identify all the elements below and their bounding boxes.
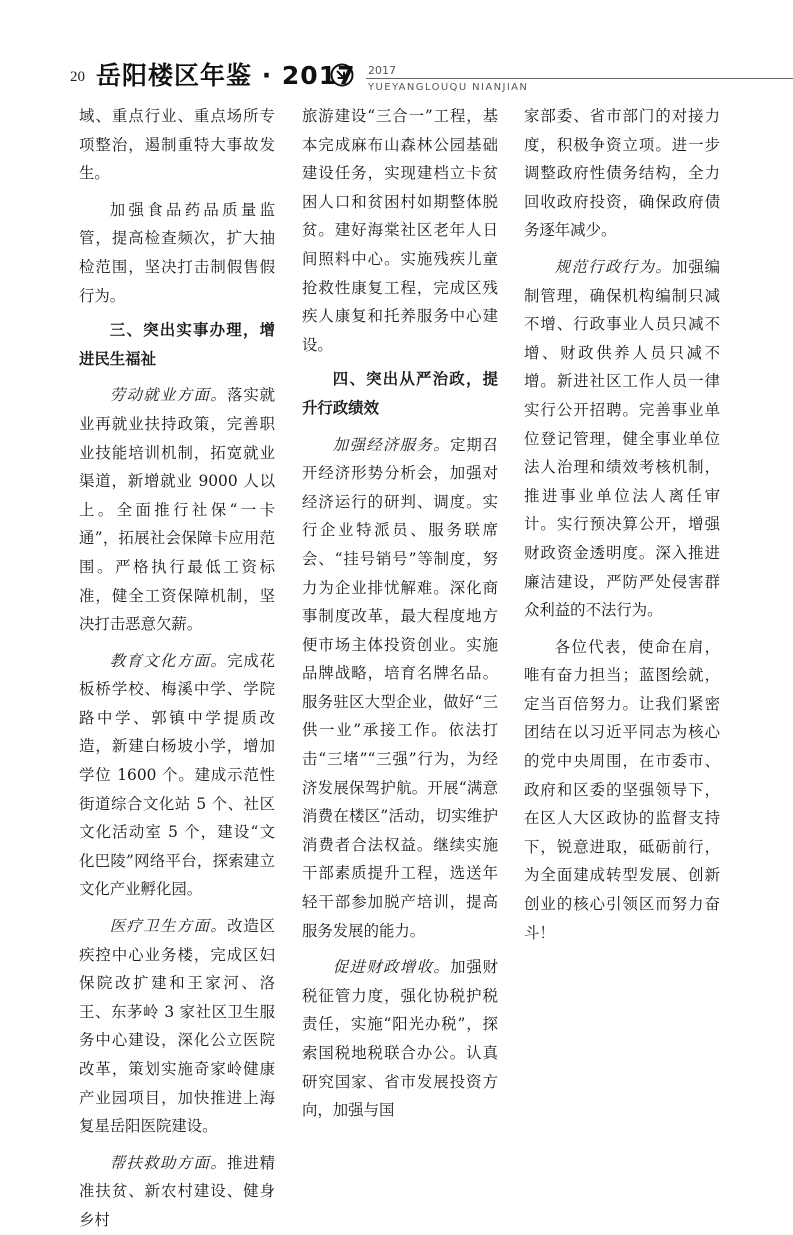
paragraph-lead: 劳动就业方面。 [109, 386, 228, 405]
paragraph-text: 完成花板桥学校、梅溪中学、学院路中学、郭镇中学提质改造，新建白杨坡小学，增加学位 1600 个。建成示范性街道综合文化站 5 个、社区文化活动室 5 个，建设“文化巴陵”网络平台，探索建立文化产业孵化园。 [79, 651, 275, 899]
paragraph-text: 落实就业再就业扶持政策，完善职业技能培训机制，拓宽就业渠道，新增就业 9000 人以上。全面推行社保“一卡通”，拓展社会保障卡应用范围。严格执行最低工资标准，健全工资保障机制，坚决打击恶意欠薪。 [79, 386, 275, 634]
page-header [0, 0, 793, 100]
paragraph-text: 改造区疾控中心业务楼，完成区妇保院改扩建和王家河、洛王、东茅岭 3 家社区卫生服务中心建设，深化公立医院改革，策划实施奇家岭健康产业园项目，加快推进上海复星岳阳医院建设。 [79, 917, 275, 1136]
paragraph [302, 431, 498, 946]
paragraph-text: 定期召开经济形势分析会，加强对经济运行的研判、调度。实行企业特派员、服务联席会、“挂号销号”等制度，努力为企业排忧解难。深化商事制度改革，最大程度地方便市场主体投资创业。实施品牌战略，培育名牌名品。服务驻区大型企业，做好“三供一业”承接工作。依法打击“三堵”“三强”行为，为经济发展保驾护航。开展“满意消费在楼区”活动，切实维护消费者合法权益。继续实施干部素质提升工程，选送年轻干部参加脱产培训，提高服务发展的能力。 [302, 435, 498, 940]
paragraph [524, 253, 720, 625]
column-1 [79, 102, 275, 1235]
paragraph-text: 加强财税征管力度，强化协税护税责任，实施“阳光办税”，探索国税地税联合办公。认真研究国家、省市发展投资方向，加强与国 [302, 958, 498, 1120]
paragraph-lead: 规范行政行为。 [554, 257, 673, 276]
paragraph-text: 推进精准扶贫、新农村建设、健身乡村 [79, 1153, 275, 1229]
paragraph: 家部委、省市部门的对接力度，积极争资立项。进一步调整政府性债务结构，全力回收政府投资，确保政府债务逐年减少。 [524, 107, 720, 240]
paragraph: 加强食品药品质量监管，提高检查频次，扩大抽检范围，坚决打击制假售假行为。 [79, 200, 275, 305]
section-heading: 三、突出实事办理，增进民生福祉 [79, 321, 275, 368]
circle-arrow-icon [330, 63, 354, 87]
paragraph-lead: 加强经济服务。 [332, 435, 451, 454]
paragraph-lead: 教育文化方面。 [109, 651, 228, 670]
paragraph [79, 912, 275, 1141]
paragraph-lead: 促进财政增收。 [332, 958, 451, 977]
paragraph: 旅游建设“三合一”工程，基本完成麻布山森林公园基础建设任务，实现建档立卡贫困人口和贫困村如期整体脱贫。建好海棠社区老年人日间照料中心。实施残疾儿童抢救性康复工程，完成区残疾人康复和托养服务中心建设。 [302, 107, 498, 354]
paragraph-text: 加强编制管理，确保机构编制只减不增、行政事业人员只减不增、财政供养人员只减不增。新进社区工作人员一律实行公开招聘。完善事业单位登记管理，健全事业单位法人治理和绩效考核机制，推进事业单位法人离任审计。实行预决算公开，增强财政资金透明度。深入推进廉洁建设，严防严处侵害群众利益的不法行为。 [524, 257, 720, 620]
page-number: 20 [70, 69, 85, 85]
paragraph [79, 381, 275, 638]
column-2 [302, 102, 498, 1125]
paragraph-lead: 帮扶救助方面。 [109, 1153, 228, 1172]
header-pinyin: YUEYANGLOUQU NIANJIAN [368, 82, 529, 93]
header-year: 2017 [368, 64, 396, 77]
column-3 [524, 102, 720, 947]
paragraph: 域、重点行业、重点场所专项整治，遏制重特大事故发生。 [79, 107, 275, 183]
paragraph: 各位代表，使命在肩，唯有奋力担当；蓝图绘就，定当百倍努力。让我们紧密团结在以习近平同志为核心的党中央周围，在市委市、政府和区委的坚强领导下，在区人大区政协的监督支持下，锐意进取，砥砺前行，为全面建成转型发展、创新创业的核心引领区而努力奋斗！ [524, 637, 720, 942]
header-rule [366, 78, 793, 79]
paragraph [79, 1149, 275, 1235]
section-heading: 四、突出从严治政，提升行政绩效 [302, 370, 498, 417]
yearbook-title: 岳阳楼区年鉴 · 2017 [96, 61, 356, 90]
paragraph [302, 953, 498, 1125]
paragraph-lead: 医疗卫生方面。 [109, 917, 228, 936]
paragraph [79, 647, 275, 904]
